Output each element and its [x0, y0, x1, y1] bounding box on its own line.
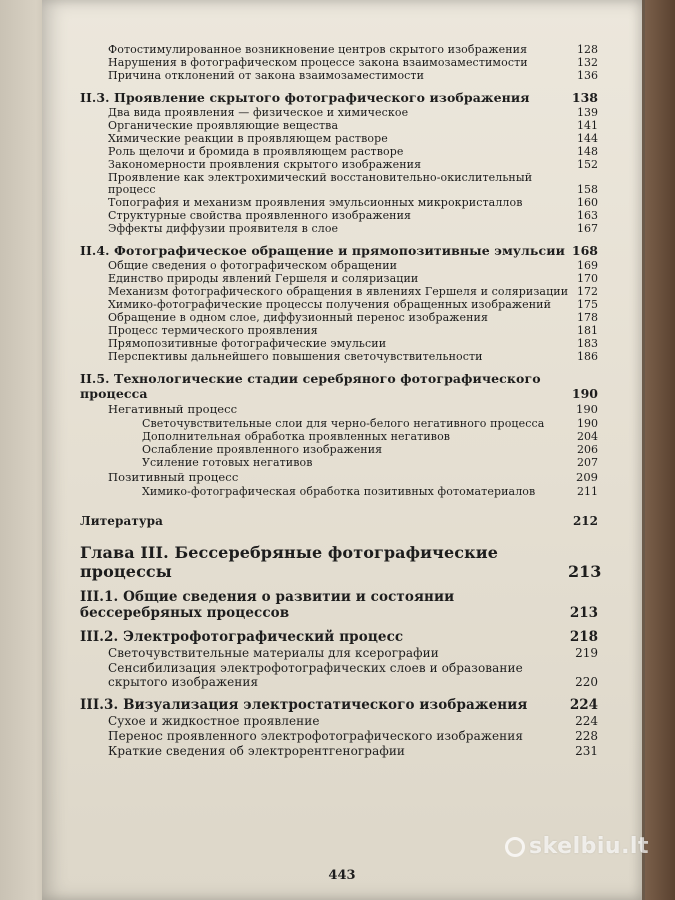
toc-entry-title: Проявление как электрохимический восстановительно-окислительный процесс — [108, 171, 533, 196]
toc-entry-title: Глава III. Бессеребряные фотографические процессы — [80, 543, 498, 581]
toc-entry — [80, 57, 598, 69]
toc-entry — [80, 260, 598, 272]
toc-entry-page: 172 — [577, 285, 598, 298]
toc-entry-page: 218 — [569, 629, 598, 645]
toc-entry — [80, 629, 598, 645]
toc-entry — [80, 286, 598, 298]
toc-entry-page: 132 — [577, 56, 598, 69]
toc-entry-page: 167 — [577, 222, 598, 235]
toc-entry — [80, 338, 598, 350]
toc-entry — [80, 486, 598, 498]
toc-entry — [80, 471, 598, 484]
toc-entry-title: Сухое и жидкостное проявление — [108, 714, 320, 728]
toc-entry-title: Обращение в одном слое, диффузионный перенос изображения — [108, 311, 489, 324]
toc-entry — [80, 146, 598, 158]
toc-entry — [80, 697, 598, 713]
toc-entry-page: 168 — [571, 243, 598, 258]
toc-entry — [80, 44, 598, 56]
watermark-text: skelbiu.lt — [529, 834, 649, 859]
toc-entry-page: 219 — [575, 646, 598, 660]
toc-entry-title: Химико-фотографическая обработка позитивных фотоматериалов — [142, 485, 536, 498]
toc-entry-page: 228 — [575, 729, 598, 743]
book-page — [42, 0, 642, 900]
toc-entry-page: 190 — [571, 386, 598, 401]
toc-entry — [80, 312, 598, 324]
toc-entry — [80, 223, 598, 235]
toc-entry-title: II.4. Фотографическое обращение и прямопозитивные эмульсии — [80, 243, 565, 258]
toc-entry-title: Позитивный процесс — [108, 470, 239, 484]
toc-entry — [80, 457, 598, 469]
toc-entry-title: Светочувствительные материалы для ксерографии — [108, 646, 439, 660]
toc-entry-page: 190 — [576, 402, 598, 416]
toc-entry-page: 175 — [577, 298, 598, 311]
toc-entry-title: II.3. Проявление скрытого фотографического изображения — [80, 90, 530, 105]
toc-entry-title: Химико-фотографические процессы получения обращенных изображений — [108, 298, 552, 311]
toc-entry-page: 183 — [577, 337, 598, 350]
toc-entry — [80, 589, 598, 621]
toc-entry-title: Роль щелочи и бромида в проявляющем растворе — [108, 145, 404, 158]
toc-entry — [80, 714, 598, 728]
toc-entry-page: 190 — [577, 417, 598, 430]
toc-entry — [80, 444, 598, 456]
toc-entry-title: Нарушения в фотографическом процессе закона взаимозаместимости — [108, 56, 528, 69]
toc-entry-page: 204 — [577, 430, 598, 443]
toc-entry-page: 160 — [577, 196, 598, 209]
toc-entry — [80, 107, 598, 119]
toc-entry-page: 152 — [577, 158, 598, 171]
toc-entry-page: 212 — [572, 514, 598, 528]
toc-entry — [80, 133, 598, 145]
toc-entry-title: Топография и механизм проявления эмульсионных микрокристаллов — [108, 196, 523, 209]
toc-entry-page: 207 — [577, 456, 598, 469]
toc-entry-page: 231 — [575, 744, 598, 758]
page-number: 443 — [328, 868, 356, 883]
toc-entry-title: Химические реакции в проявляющем растворе — [108, 132, 388, 145]
toc-entry-page: 128 — [577, 43, 598, 56]
toc-entry-title: Единство природы явлений Гершеля и соляризации — [108, 272, 419, 285]
toc-entry — [80, 661, 598, 689]
toc-entry-title: Перенос проявленного электрофотографического изображения — [108, 729, 524, 743]
toc-entry — [80, 273, 598, 285]
toc-entry-page: 138 — [571, 90, 598, 105]
toc-entry — [80, 90, 598, 105]
toc-entry — [80, 418, 598, 430]
toc-entry — [80, 431, 598, 443]
toc-entry-title: Фотостимулированное возникновение центров скрытого изображения — [108, 43, 528, 56]
toc-entry — [80, 371, 598, 401]
toc-entry-title: III.3. Визуализация электростатического изображения — [80, 697, 528, 713]
toc-entry — [80, 299, 598, 311]
table-of-contents — [80, 43, 602, 759]
toc-entry-title: Прямопозитивные фотографические эмульсии — [108, 337, 387, 350]
toc-entry-title: Светочувствительные слои для черно-белого негативного процесса — [142, 417, 545, 430]
toc-entry-page: 136 — [577, 69, 598, 82]
toc-entry — [80, 70, 598, 82]
toc-entry-title: Усиление готовых негативов — [142, 456, 313, 469]
toc-entry-page: 224 — [575, 714, 598, 728]
toc-entry-title: Структурные свойства проявленного изображения — [108, 209, 412, 222]
book-cover-edge — [645, 0, 675, 900]
toc-entry-page: 144 — [577, 132, 598, 145]
toc-entry — [80, 159, 598, 171]
toc-entry-page: 139 — [577, 106, 598, 119]
toc-entry-title: Общие сведения о фотографическом обращении — [108, 259, 398, 272]
toc-entry-title: Дополнительная обработка проявленных негативов — [142, 430, 451, 443]
toc-entry-page: 224 — [569, 697, 598, 713]
toc-entry — [80, 744, 598, 758]
toc-entry — [80, 403, 598, 416]
toc-entry-page: 211 — [577, 485, 598, 498]
toc-entry — [80, 646, 598, 660]
toc-entry-title: Сенсибилизация электрофотографических слоев и образование скрытого изображения — [108, 661, 523, 689]
toc-entry-page: 213 — [568, 562, 602, 581]
toc-entry-title: Причина отклонений от закона взаимозаместимости — [108, 69, 425, 82]
toc-entry-page: 141 — [577, 119, 598, 132]
toc-entry — [80, 351, 598, 363]
toc-entry-title: Процесс термического проявления — [108, 324, 318, 337]
toc-entry-page: 209 — [576, 470, 598, 484]
toc-entry-title: Органические проявляющие вещества — [108, 119, 339, 132]
toc-entry — [80, 729, 598, 743]
toc-entry-page: 206 — [577, 443, 598, 456]
toc-entry — [80, 325, 598, 337]
toc-entry — [80, 172, 598, 196]
toc-entry-page: 213 — [569, 605, 598, 621]
toc-entry-title: Краткие сведения об электрорентгенографии — [108, 744, 406, 758]
watermark — [505, 834, 649, 859]
toc-entry-page: 220 — [575, 675, 598, 689]
toc-entry — [80, 514, 598, 529]
toc-entry — [80, 197, 598, 209]
toc-entry-title: Два вида проявления — физическое и химическое — [108, 106, 409, 119]
toc-entry-title: Ослабление проявленного изображения — [142, 443, 383, 456]
toc-entry-page: 148 — [577, 145, 598, 158]
toc-entry — [80, 120, 598, 132]
toc-entry — [80, 543, 602, 581]
watermark-logo-icon — [505, 837, 525, 857]
toc-entry-title: Закономерности проявления скрытого изображения — [108, 158, 422, 171]
toc-entry-page: 169 — [577, 259, 598, 272]
toc-entry-title: Негативный процесс — [108, 402, 238, 416]
toc-entry-title: Литература — [80, 514, 164, 528]
toc-entry-title: Перспективы дальнейшего повышения светочувствительности — [108, 350, 483, 363]
toc-entry-title: Механизм фотографического обращения в явлениях Гершеля и соляризации — [108, 285, 569, 298]
toc-entry-page: 158 — [577, 183, 598, 196]
toc-entry — [80, 210, 598, 222]
toc-entry — [80, 243, 598, 258]
toc-entry-page: 178 — [577, 311, 598, 324]
toc-entry-title: II.5. Технологические стадии серебряного фотографического процесса — [80, 371, 541, 401]
toc-entry-title: III.1. Общие сведения о развитии и состоянии бессеребряных процессов — [80, 589, 455, 621]
toc-entry-page: 170 — [577, 272, 598, 285]
toc-entry-page: 163 — [577, 209, 598, 222]
toc-entry-page: 186 — [577, 350, 598, 363]
toc-entry-page: 181 — [577, 324, 598, 337]
toc-entry-title: Эффекты диффузии проявителя в слое — [108, 222, 339, 235]
toc-entry-title: III.2. Электрофотографический процесс — [80, 629, 404, 645]
